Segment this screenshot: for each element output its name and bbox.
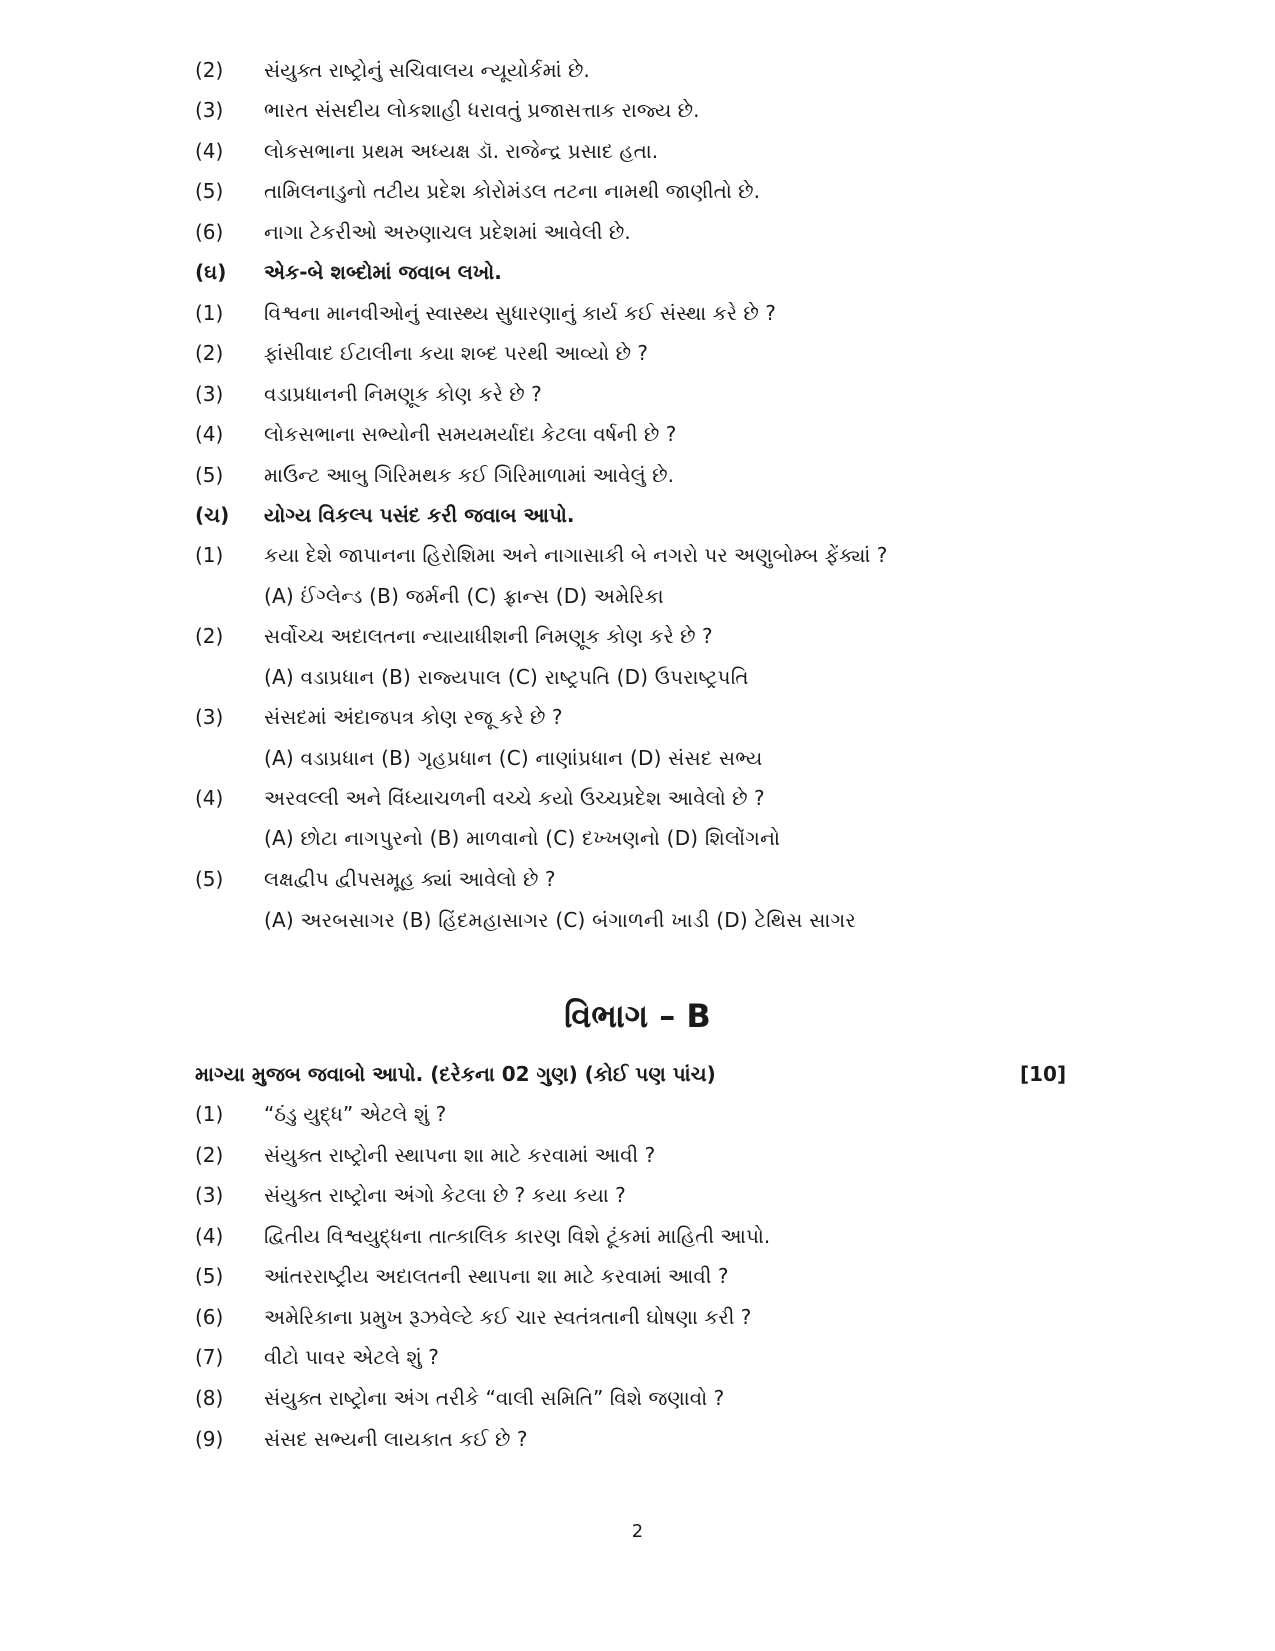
list-item bbox=[195, 1141, 1075, 1169]
item-text: દ્વિતીય વિશ્વયુદ્ધના તાત્કાલિક કારણ વિશે ટૂંકમાં માહિતી આપો. bbox=[264, 1224, 771, 1248]
list-item bbox=[195, 1222, 1075, 1250]
list-item bbox=[195, 96, 1075, 124]
mcq-question bbox=[195, 541, 1075, 569]
item-text: સંસદમાં અંદાજપત્ર કોણ રજૂ કરે છે ? bbox=[264, 705, 563, 729]
item-number: (9) bbox=[195, 1427, 224, 1451]
item-text: વીટો પાવર એટલે શું ? bbox=[264, 1345, 439, 1369]
mcq-options: (A) વડાપ્રધાન (B) રાજ્યપાલ (C) રાષ્ટ્રપતિ (D) ઉપરાષ્ટ્રપતિ bbox=[264, 665, 749, 689]
item-text: “ઠંડુ યુદ્ધ” એટલે શું ? bbox=[264, 1102, 447, 1126]
list-item bbox=[195, 1262, 1075, 1290]
section-label: (ચ) bbox=[195, 503, 230, 527]
item-number: (8) bbox=[195, 1386, 224, 1410]
mcq-question bbox=[195, 784, 1075, 812]
item-text: સર્વોચ્ચ અદાલતના ન્યાયાધીશની નિમણૂક કોણ કરે છે ? bbox=[264, 624, 713, 648]
section-instruction: યોગ્ય વિકલ્પ પસંદ કરી જવાબ આપો. bbox=[264, 503, 575, 527]
list-item bbox=[195, 1100, 1075, 1128]
section-label: (ઘ) bbox=[195, 260, 227, 284]
item-text: આંતરરાષ્ટ્રીય અદાલતની સ્થાપના શા માટે કરવામાં આવી ? bbox=[264, 1264, 729, 1288]
item-number: (3) bbox=[195, 98, 224, 122]
item-number: (4) bbox=[195, 422, 224, 446]
item-number: (2) bbox=[195, 1143, 224, 1167]
item-number: (4) bbox=[195, 786, 224, 810]
mcq-question bbox=[195, 622, 1075, 650]
item-text: કયા દેશે જાપાનના હિરોશિમા અને નાગાસાકી બે નગરો પર અણુબોમ્બ ફેંક્યાં ? bbox=[264, 543, 888, 567]
marks-label: [10] bbox=[1020, 1062, 1067, 1086]
item-text: સંયુક્ત રાષ્ટ્રોના અંગો કેટલા છે ? કયા કયા ? bbox=[264, 1183, 626, 1207]
item-text: અમેરિકાના પ્રમુખ રૂઝવેલ્ટે કઈ ચાર સ્વતંત્રતાની ઘોષણા કરી ? bbox=[264, 1305, 752, 1329]
item-text: લોકસભાના પ્રથમ અધ્યક્ષ ડૉ. રાજેન્દ્ર પ્રસાદ હતા. bbox=[264, 139, 659, 163]
item-text: સંયુક્ત રાષ્ટ્રોનું સચિવાલય ન્યૂયોર્કમાં છે. bbox=[264, 58, 590, 82]
list-item bbox=[195, 1425, 1075, 1453]
mcq-question bbox=[195, 865, 1075, 893]
item-number: (5) bbox=[195, 463, 224, 487]
item-text: લોકસભાના સભ્યોની સમયમર્યાદા કેટલા વર્ષની છે ? bbox=[264, 422, 677, 446]
item-number: (5) bbox=[195, 867, 224, 891]
item-text: લક્ષદ્વીપ દ્વીપસમૂહ ક્યાં આવેલો છે ? bbox=[264, 867, 556, 891]
item-number: (1) bbox=[195, 301, 224, 325]
item-number: (1) bbox=[195, 1102, 224, 1126]
item-text: ફાંસીવાદ ઈટાલીના કયા શબ્દ પરથી આવ્યો છે ? bbox=[264, 341, 649, 365]
list-item bbox=[195, 1303, 1075, 1331]
mcq-options: (A) છોટા નાગપુરનો (B) માળવાનો (C) દખ્ખણનો (D) શિલોંગનો bbox=[264, 826, 781, 850]
section-b-instruction: માગ્યા મુજબ જવાબો આપો. (દરેકના 02 ગુણ) (કોઈ પણ પાંચ) bbox=[195, 1062, 716, 1086]
item-number: (5) bbox=[195, 1264, 224, 1288]
section-heading-gh bbox=[195, 258, 1075, 286]
item-text: તામિલનાડુનો તટીય પ્રદેશ કોરોમંડલ તટના નામથી જાણીતો છે. bbox=[264, 179, 760, 203]
section-heading-ch bbox=[195, 501, 1075, 529]
mcq-options: (A) ઈંગ્લેન્ડ (B) જર્મની (C) ફ્રાન્સ (D) અમેરિકા bbox=[264, 584, 664, 608]
list-item bbox=[195, 177, 1075, 205]
list-item bbox=[195, 380, 1075, 408]
item-text: વિશ્વના માનવીઓનું સ્વાસ્થ્ય સુધારણાનું કાર્ય કઈ સંસ્થા કરે છે ? bbox=[264, 301, 776, 325]
item-number: (4) bbox=[195, 1224, 224, 1248]
item-number: (6) bbox=[195, 1305, 224, 1329]
item-text: માઉન્ટ આબુ ગિરિમથક કઈ ગિરિમાળામાં આવેલું છે. bbox=[264, 463, 674, 487]
list-item bbox=[195, 299, 1075, 327]
item-text: સંયુક્ત રાષ્ટ્રોની સ્થાપના શા માટે કરવામાં આવી ? bbox=[264, 1143, 656, 1167]
list-item bbox=[195, 461, 1075, 489]
section-b-title: વિભાગ – B bbox=[564, 997, 711, 1035]
item-number: (2) bbox=[195, 58, 224, 82]
section-instruction: એક-બે શબ્દોમાં જવાબ લખો. bbox=[264, 260, 502, 284]
mcq-question bbox=[195, 703, 1075, 731]
item-number: (3) bbox=[195, 1183, 224, 1207]
item-number: (1) bbox=[195, 543, 224, 567]
page-number: 2 bbox=[631, 1521, 644, 1542]
item-number: (3) bbox=[195, 382, 224, 406]
list-item bbox=[195, 1384, 1075, 1412]
list-item bbox=[195, 339, 1075, 367]
list-item bbox=[195, 56, 1075, 84]
item-number: (4) bbox=[195, 139, 224, 163]
item-number: (2) bbox=[195, 624, 224, 648]
mcq-options: (A) અરબસાગર (B) હિંદમહાસાગર (C) બંગાળની ખાડી (D) ટેથિસ સાગર bbox=[264, 908, 856, 932]
item-number: (6) bbox=[195, 220, 224, 244]
item-text: વડાપ્રધાનની નિમણૂક કોણ કરે છે ? bbox=[264, 382, 542, 406]
list-item bbox=[195, 218, 1075, 246]
list-item bbox=[195, 137, 1075, 165]
list-item bbox=[195, 1181, 1075, 1209]
item-number: (2) bbox=[195, 341, 224, 365]
item-text: અરવલ્લી અને વિંધ્યાચળની વચ્ચે કયો ઉચ્ચપ્રદેશ આવેલો છે ? bbox=[264, 786, 765, 810]
mcq-options: (A) વડાપ્રધાન (B) ગૃહપ્રધાન (C) નાણાંપ્રધાન (D) સંસદ સભ્ય bbox=[264, 746, 763, 770]
list-item bbox=[195, 420, 1075, 448]
item-text: નાગા ટેકરીઓ અરુણાચલ પ્રદેશમાં આવેલી છે. bbox=[264, 220, 631, 244]
item-number: (3) bbox=[195, 705, 224, 729]
list-item bbox=[195, 1343, 1075, 1371]
item-number: (7) bbox=[195, 1345, 224, 1369]
item-text: ભારત સંસદીય લોકશાહી ધરાવતું પ્રજાસત્તાક રાજ્ય છે. bbox=[264, 98, 700, 122]
item-text: સંસદ સભ્યની લાયકાત કઈ છે ? bbox=[264, 1427, 528, 1451]
item-text: સંયુક્ત રાષ્ટ્રોના અંગ તરીકે “વાલી સમિતિ” વિશે જણાવો ? bbox=[264, 1386, 725, 1410]
item-number: (5) bbox=[195, 179, 224, 203]
